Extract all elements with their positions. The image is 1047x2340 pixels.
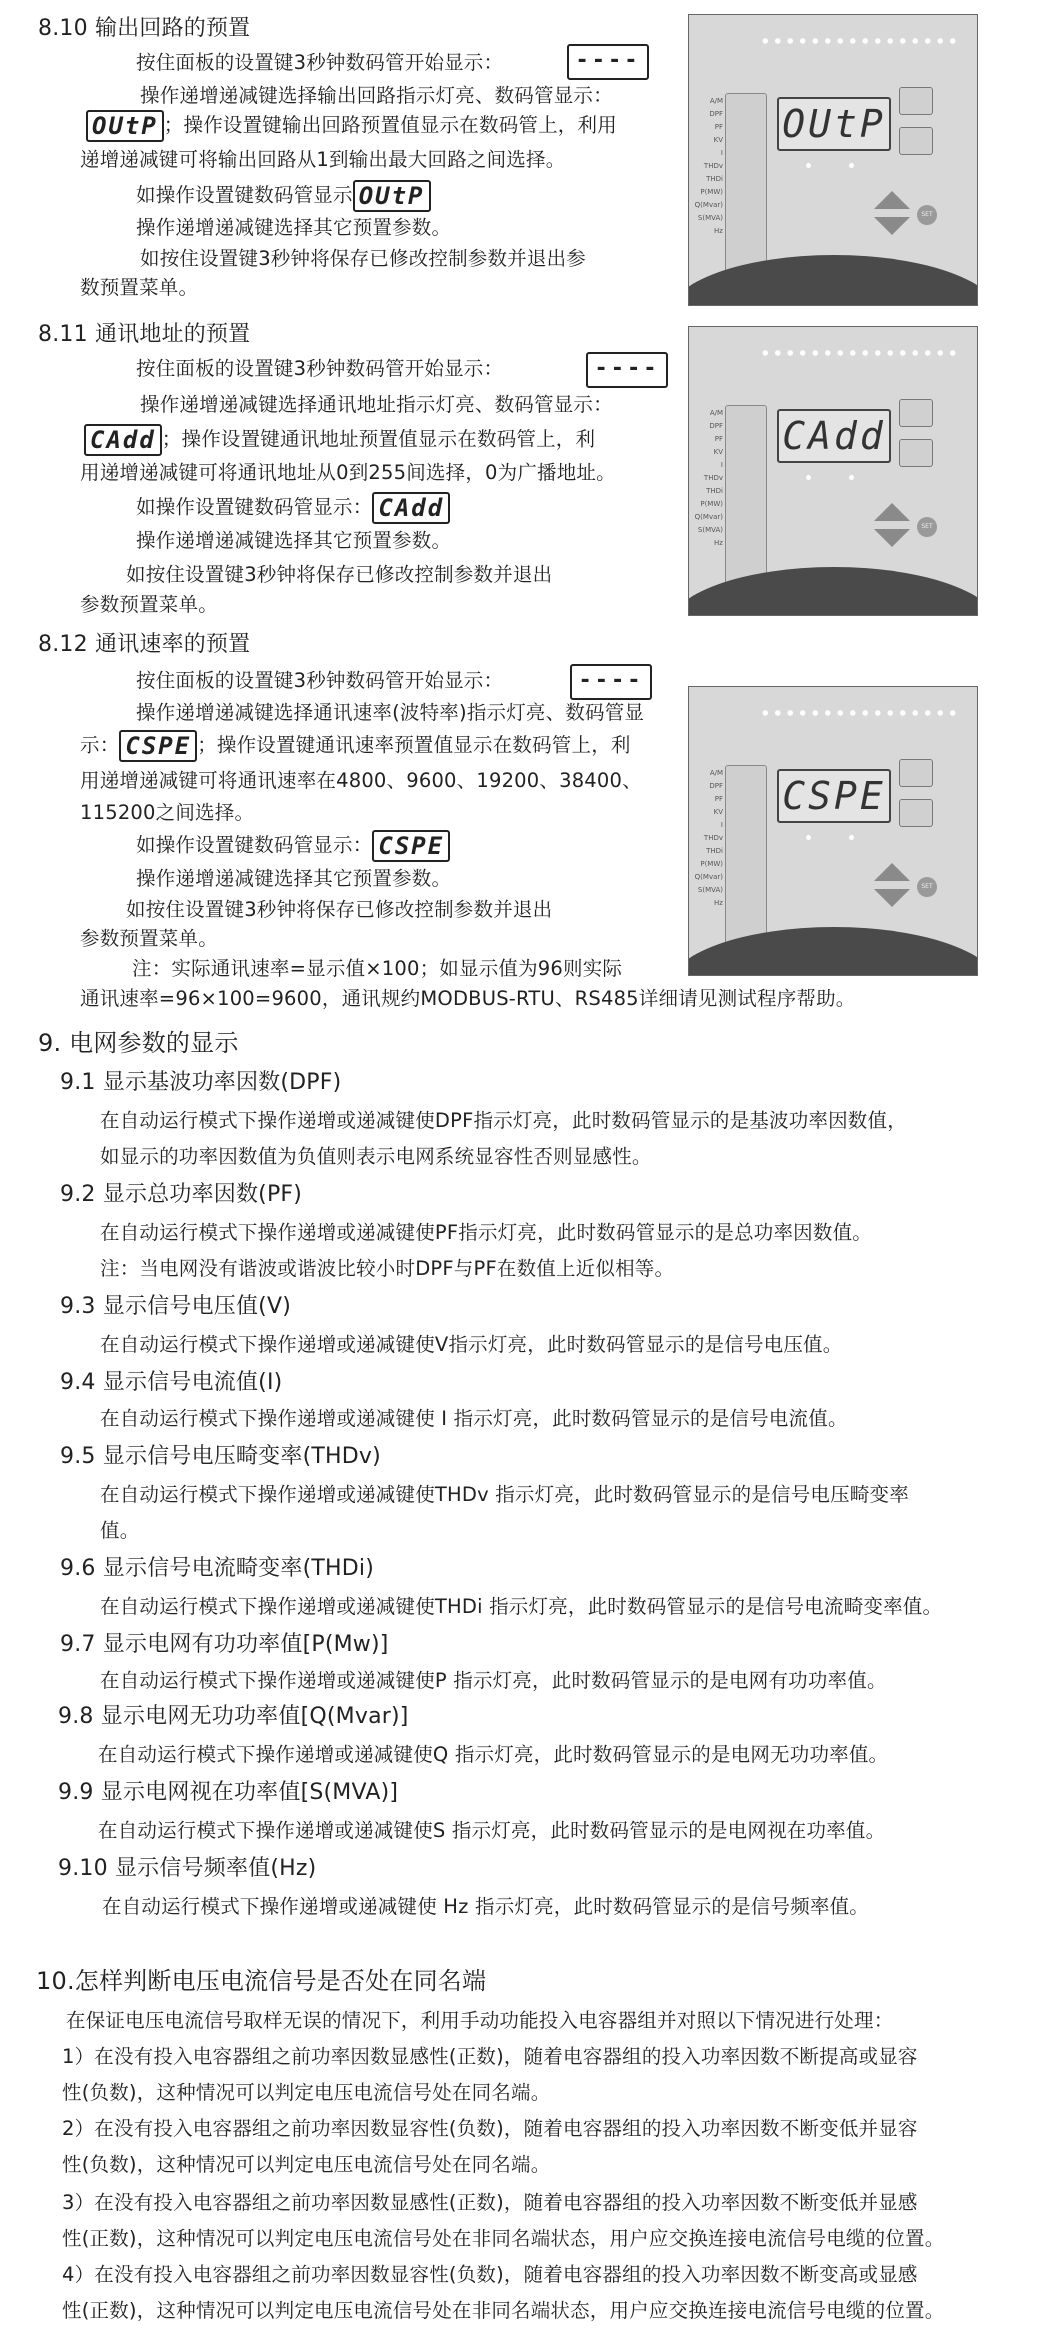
segment-display-cspe: CSPE xyxy=(119,730,197,762)
note-line: 注：实际通讯速率=显示值×100；如显示值为96则实际 xyxy=(132,957,623,980)
text-line: 操作递增递减键选择输出回路指示灯亮、数码管显示： xyxy=(140,84,613,107)
text-line: 按住面板的设置键3秒钟数码管开始显示： xyxy=(136,357,504,380)
text-line: 如按住设置键3秒钟将保存已修改控制参数并退出参 xyxy=(140,247,587,270)
subsection-title: 9.9 显示电网视在功率值[S(MVA)] xyxy=(58,1780,399,1805)
segment-display-outp: OUtP xyxy=(353,180,431,212)
device-panel-image xyxy=(688,686,978,976)
text-line: 参数预置菜单。 xyxy=(80,927,218,950)
up-arrow-icon xyxy=(874,863,910,881)
subsection-title: 9.4 显示信号电流值(I) xyxy=(60,1370,283,1395)
panel-lcd: CAdd xyxy=(777,409,891,463)
text-line: 注：当电网没有谐波或谐波比较小时DPF与PF在数值上近似相等。 xyxy=(100,1257,675,1280)
text-line: 在自动运行模式下操作递增或递减键使DPF指示灯亮，此时数码管显示的是基波功率因数值， xyxy=(100,1109,907,1132)
status-box xyxy=(899,399,933,427)
panel-lcd: OUtP xyxy=(777,97,891,151)
text-line: 4）在没有投入电容器组之前功率因数显容性(负数)，随着电容器组的投入功率因数不断变高或显感 xyxy=(62,2263,918,2286)
text-line: 示： CSPE ；操作设置键通讯速率预置值显示在数码管上，利 xyxy=(80,732,631,760)
text-line: OUtP ；操作设置键输出回路预置值显示在数码管上，利用 xyxy=(86,110,617,142)
set-button-icon: SET xyxy=(917,205,937,225)
segment-display-cadd: CAdd xyxy=(84,424,162,456)
indicator-column xyxy=(725,765,767,947)
section-title-9: 9. 电网参数的显示 xyxy=(38,1029,239,1057)
status-box xyxy=(899,439,933,467)
led-row xyxy=(759,37,959,45)
text-line: 操作递增递减键选择通讯速率(波特率)指示灯亮、数码管显 xyxy=(136,701,645,724)
set-button-icon: SET xyxy=(917,877,937,897)
indicator-column xyxy=(725,405,767,587)
section-title-8-12: 8.12 通讯速率的预置 xyxy=(38,632,251,657)
led xyxy=(806,163,811,168)
text-line: 在自动运行模式下操作递增或递减键使S 指示灯亮，此时数码管显示的是电网视在功率值。 xyxy=(98,1819,886,1842)
text-line: 性(正数)，这种情况可以判定电压电流信号处在非同名端状态，用户应交换连接电流信号电缆的位置。 xyxy=(62,2299,945,2322)
text-line: 在自动运行模式下操作递增或递减键使THDv 指示灯亮，此时数码管显示的是信号电压畸变率 xyxy=(100,1483,909,1506)
status-box xyxy=(899,759,933,787)
text-line: 在自动运行模式下操作递增或递减键使PF指示灯亮，此时数码管显示的是总功率因数值。 xyxy=(100,1221,872,1244)
subsection-title: 9.5 显示信号电压畸变率(THDv) xyxy=(60,1444,381,1469)
led xyxy=(849,835,854,840)
subsection-title: 9.1 显示基波功率因数(DPF) xyxy=(60,1070,342,1095)
panel-lcd: CSPE xyxy=(777,769,891,823)
subsection-title: 9.7 显示电网有功功率值[P(Mw)] xyxy=(60,1632,389,1657)
text-line: 操作递增递减键选择通讯地址指示灯亮、数码管显示： xyxy=(140,393,613,416)
down-arrow-icon xyxy=(874,217,910,235)
text-line: 如显示的功率因数值为负值则表示电网系统显容性否则显感性。 xyxy=(100,1145,652,1168)
text-line: 值。 xyxy=(100,1519,140,1542)
text-line: 在自动运行模式下操作递增或递减键使THDi 指示灯亮，此时数码管显示的是信号电流畸变率值。 xyxy=(100,1595,943,1618)
text-line: 在自动运行模式下操作递增或递减键使 Hz 指示灯亮，此时数码管显示的是信号频率值。 xyxy=(102,1895,869,1918)
text-line: 性(负数)，这种情况可以判定电压电流信号处在同名端。 xyxy=(62,2081,551,2104)
indicator-labels: A/M DPF PF KV I THDv THDi P(MW) Q(Mvar) S(MVA) Hz xyxy=(694,769,723,907)
set-button-icon: SET xyxy=(917,517,937,537)
segment-display-dashes: ---- xyxy=(567,44,649,80)
text-line: 按住面板的设置键3秒钟数码管开始显示： xyxy=(136,669,504,692)
led xyxy=(806,475,811,480)
indicator-labels: A/M DPF PF KV I THDv THDi P(MW) Q(Mvar) S(MVA) Hz xyxy=(694,97,723,235)
status-box xyxy=(899,127,933,155)
text-line: 性(正数)，这种情况可以判定电压电流信号处在非同名端状态，用户应交换连接电流信号电缆的位置。 xyxy=(62,2227,945,2250)
text-line: 如操作设置键数码管显示： CAdd xyxy=(136,492,450,524)
segment-display-outp: OUtP xyxy=(86,110,164,142)
text-line: 在自动运行模式下操作递增或递减键使P 指示灯亮，此时数码管显示的是电网有功功率值。 xyxy=(100,1669,887,1692)
text-line: 操作递增递减键选择其它预置参数。 xyxy=(136,216,452,239)
indicator-column xyxy=(725,93,767,275)
subsection-title: 9.2 显示总功率因数(PF) xyxy=(60,1182,303,1207)
text-line: 2）在没有投入电容器组之前功率因数显容性(负数)，随着电容器组的投入功率因数不断变低并显容 xyxy=(62,2117,918,2140)
led xyxy=(849,163,854,168)
subsection-title: 9.6 显示信号电流畸变率(THDi) xyxy=(60,1556,374,1581)
segment-display-dashes: ---- xyxy=(586,352,668,388)
status-box xyxy=(899,799,933,827)
segment-display-cspe: CSPE xyxy=(372,830,450,862)
led-row xyxy=(759,709,959,717)
text-line: 用递增递减键可将通讯速率在4800、9600、19200、38400、 xyxy=(80,769,642,792)
segment-display-dashes: ---- xyxy=(570,664,652,700)
text-line: 递增递减键可将输出回路从1到输出最大回路之间选择。 xyxy=(80,148,566,171)
segment-display-cadd: CAdd xyxy=(372,492,450,524)
text-line: 如按住设置键3秒钟将保存已修改控制参数并退出 xyxy=(126,898,553,921)
subsection-title: 9.8 显示电网无功功率值[Q(Mvar)] xyxy=(58,1704,409,1729)
device-panel-image xyxy=(688,14,978,306)
text-line: 在自动运行模式下操作递增或递减键使V指示灯亮，此时数码管显示的是信号电压值。 xyxy=(100,1333,843,1356)
text-line: CAdd ；操作设置键通讯地址预置值显示在数码管上，利 xyxy=(84,424,595,456)
led xyxy=(849,475,854,480)
subsection-title: 9.3 显示信号电压值(V) xyxy=(60,1294,291,1319)
up-arrow-icon xyxy=(874,503,910,521)
text-line: 在保证电压电流信号取样无误的情况下，利用手动功能投入电容器组并对照以下情况进行处理： xyxy=(66,2009,894,2032)
text-line: 115200之间选择。 xyxy=(80,801,255,824)
section-title-8-10: 8.10 输出回路的预置 xyxy=(38,16,251,41)
text-line: 性(负数)，这种情况可以判定电压电流信号处在同名端。 xyxy=(62,2153,551,2176)
text-line: 参数预置菜单。 xyxy=(80,593,218,616)
text-line: 数预置菜单。 xyxy=(80,276,199,299)
text-line: 操作递增递减键选择其它预置参数。 xyxy=(136,867,452,890)
up-arrow-icon xyxy=(874,191,910,209)
down-arrow-icon xyxy=(874,529,910,547)
text-line: 如按住设置键3秒钟将保存已修改控制参数并退出 xyxy=(126,563,553,586)
section-title-10: 10.怎样判断电压电流信号是否处在同名端 xyxy=(36,1967,487,1995)
text-line: 在自动运行模式下操作递增或递减键使 I 指示灯亮，此时数码管显示的是信号电流值。 xyxy=(100,1407,848,1430)
status-box xyxy=(899,87,933,115)
text-line: 在自动运行模式下操作递增或递减键使Q 指示灯亮，此时数码管显示的是电网无功功率值。 xyxy=(98,1743,889,1766)
subsection-title: 9.10 显示信号频率值(Hz) xyxy=(58,1856,317,1881)
text-line: 用递增递减键可将通讯地址从0到255间选择，0为广播地址。 xyxy=(80,461,616,484)
text-line: 如操作设置键数码管显示： CSPE xyxy=(136,830,450,862)
indicator-labels: A/M DPF PF KV I THDv THDi P(MW) Q(Mvar) S(MVA) Hz xyxy=(694,409,723,547)
text-line: 操作递增递减键选择其它预置参数。 xyxy=(136,529,452,552)
text-line: 如操作设置键数码管显示 OUtP xyxy=(136,180,431,212)
text-line: 3）在没有投入电容器组之前功率因数显感性(正数)，随着电容器组的投入功率因数不断变低并显感 xyxy=(62,2191,918,2214)
text-line: 1）在没有投入电容器组之前功率因数显感性(正数)，随着电容器组的投入功率因数不断提高或显容 xyxy=(62,2045,918,2068)
device-panel-image xyxy=(688,326,978,616)
section-title-8-11: 8.11 通讯地址的预置 xyxy=(38,322,251,347)
led-row xyxy=(759,349,959,357)
led xyxy=(806,835,811,840)
down-arrow-icon xyxy=(874,889,910,907)
text-line: 按住面板的设置键3秒钟数码管开始显示： xyxy=(136,51,504,74)
note-line: 通讯速率=96×100=9600，通讯规约MODBUS-RTU、RS485详细请见测试程序帮助。 xyxy=(80,987,856,1010)
